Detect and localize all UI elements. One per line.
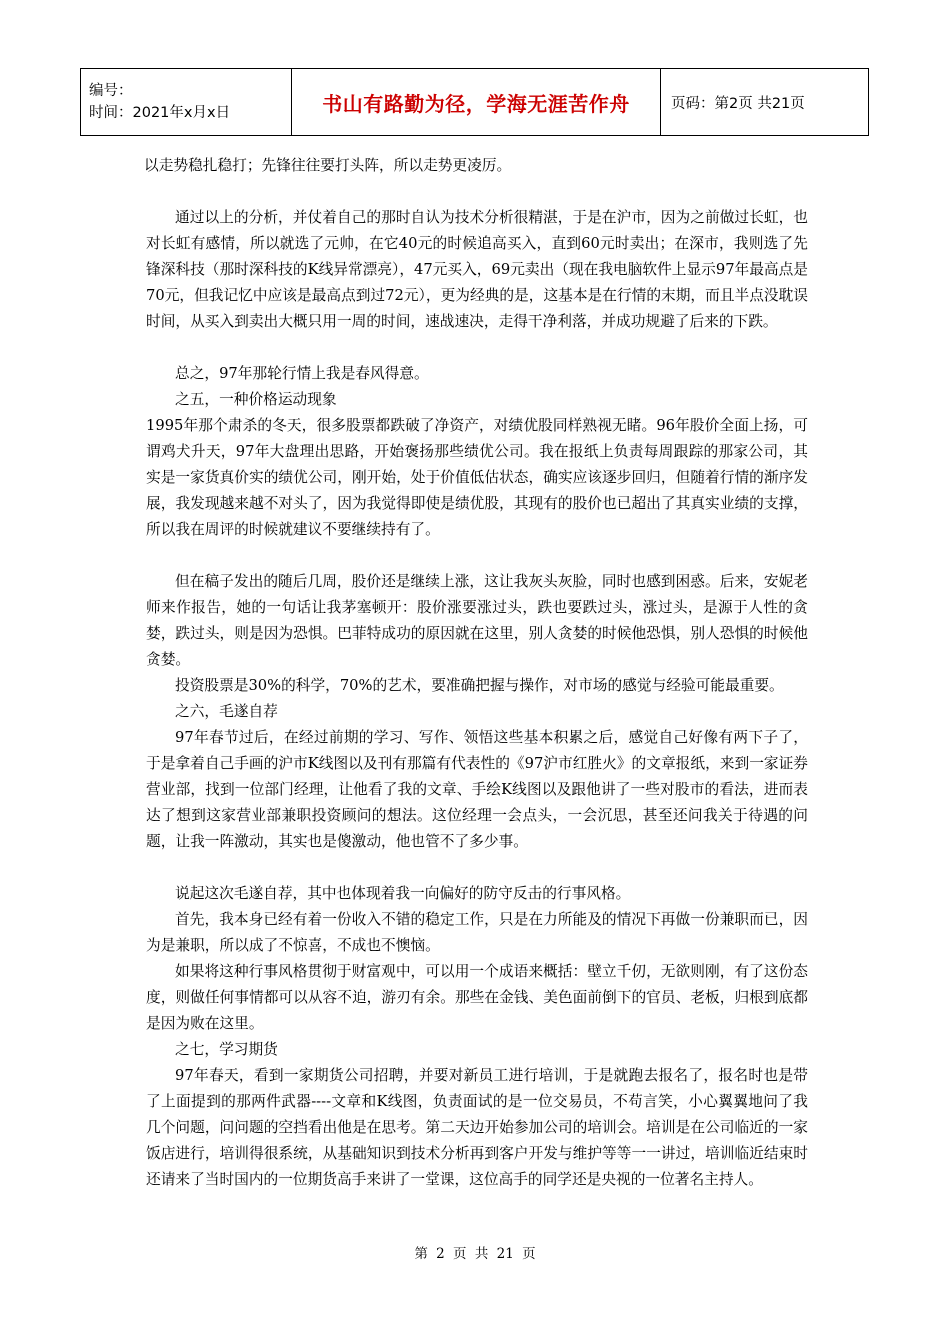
- header-motto-cell: [292, 69, 661, 136]
- paragraph: 以走势稳扎稳打；先锋往往要打头阵，所以走势更凌厉。: [144, 157, 512, 174]
- paragraph: 97年春天，看到一家期货公司招聘，并要对新员工进行培训，于是就跑去报名了，报名时也是带了上面提到的那两件武器----文章和K线图，负责面试的是一位交易员，不苟言笑，小心翼翼地问了我几个问题，问问题的空挡看出他是在思考。第二天边开始参加公司的培训会。培训是在公司临近的一家饭店进行，培训得很系统，从基础知识到技术分析再到客户开发与维护等等一一讲过，培训临近结束时还请来了当时国内的一位期货高手来讲了一堂课，这位高手的同学还是央视的一位著名主持人。: [146, 1067, 808, 1188]
- paragraph: 1995年那个肃杀的冬天，很多股票都跌破了净资产，对绩优股同样熟视无睹。96年股价全面上扬，可谓鸡犬升天，97年大盘理出思路，开始褒扬那些绩优公司。我在报纸上负责每周跟踪的那家公司，其实是一家货真价实的绩优公司，刚开始，处于价值低估状态，确实应该逐步回归，但随着行情的渐序发展，我发现越来越不对头了，因为我觉得即使是绩优股，其现有的股价也已超出了其真实业绩的支撑，所以我在周评的时候就建议不要继续持有了。: [146, 417, 808, 538]
- paragraph: 但在稿子发出的随后几周，股价还是继续上涨，这让我灰头灰脸，同时也感到困惑。后来，安妮老师来作报告，她的一句话让我茅塞顿开：股价涨要涨过头，跌也要跌过头，涨过头，是源于人性的贪婪，跌过头，则是因为恐惧。巴菲特成功的原因就在这里，别人贪婪的时候他恐惧，别人恐惧的时候他贪婪。: [146, 573, 808, 668]
- blank-line: [146, 855, 808, 881]
- header-table: [80, 68, 869, 136]
- blank-line: [146, 335, 808, 361]
- header-meta-cell: [81, 69, 292, 136]
- doc-number-label: 编号：: [89, 83, 133, 99]
- header-page-info: 页码：第2页 共21页: [671, 95, 805, 112]
- blank-line: [146, 179, 808, 205]
- paragraph: 说起这次毛遂自荐，其中也体现着我一向偏好的防守反击的行事风格。: [175, 885, 631, 902]
- header-page-cell: [661, 69, 869, 136]
- header-motto: 书山有路勤为径，学海无涯苦作舟: [322, 91, 630, 116]
- paragraph: 97年春节过后，在经过前期的学习、写作、领悟这些基本积累之后，感觉自己好像有两下子了，于是拿着自己手画的沪市K线图以及刊有那篇有代表性的《97沪市红胜火》的文章报纸，来到一家证券营业部，找到一位部门经理，让他看了我的文章、手绘K线图以及跟他讲了一些对股市的看法，进而表达了想到这家营业部兼职投资顾问的想法。这位经理一会点头，一会沉思，甚至还问我关于待遇的问题，让我一阵激动，其实也是傻激动，他也管不了多少事。: [146, 729, 808, 850]
- paragraph: 之六，毛遂自荐: [175, 703, 278, 720]
- paragraph: 之七，学习期货: [175, 1041, 278, 1058]
- paragraph: 如果将这种行事风格贯彻于财富观中，可以用一个成语来概括：壁立千仞，无欲则刚，有了这份态度，则做任何事情都可以从容不迫，游刃有余。那些在金钱、美色面前倒下的官员、老板，归根到底都是因为败在这里。: [146, 963, 808, 1032]
- page-footer: 第 2 页 共 21 页: [414, 1246, 536, 1262]
- document-body: [146, 153, 808, 1193]
- paragraph: 之五，一种价格运动现象: [175, 391, 337, 408]
- paragraph: 投资股票是30%的科学，70%的艺术，要准确把握与操作，对市场的感觉与经验可能最重要。: [175, 677, 784, 694]
- doc-date: 时间：2021年x月x日: [89, 105, 231, 121]
- paragraph: 首先，我本身已经有着一份收入不错的稳定工作，只是在力所能及的情况下再做一份兼职而已，因为是兼职，所以成了不惊喜，不成也不懊恼。: [146, 911, 808, 954]
- paragraph: 通过以上的分析，并仗着自己的那时自认为技术分析很精湛，于是在沪市，因为之前做过长虹，也对长虹有感情，所以就选了元帅，在它40元的时候追高买入，直到60元时卖出；在深市，我则选了先锋深科技（那时深科技的K线异常漂亮），47元买入，69元卖出（现在我电脑软件上显示97年最高点是70元，但我记忆中应该是最高点到过72元），更为经典的是，这基本是在行情的末期，而且半点没耽误时间，从买入到卖出大概只用一周的时间，速战速决，走得干净利落，并成功规避了后来的下跌。: [146, 209, 808, 330]
- blank-line: [146, 543, 808, 569]
- paragraph: 总之，97年那轮行情上我是春风得意。: [175, 365, 429, 382]
